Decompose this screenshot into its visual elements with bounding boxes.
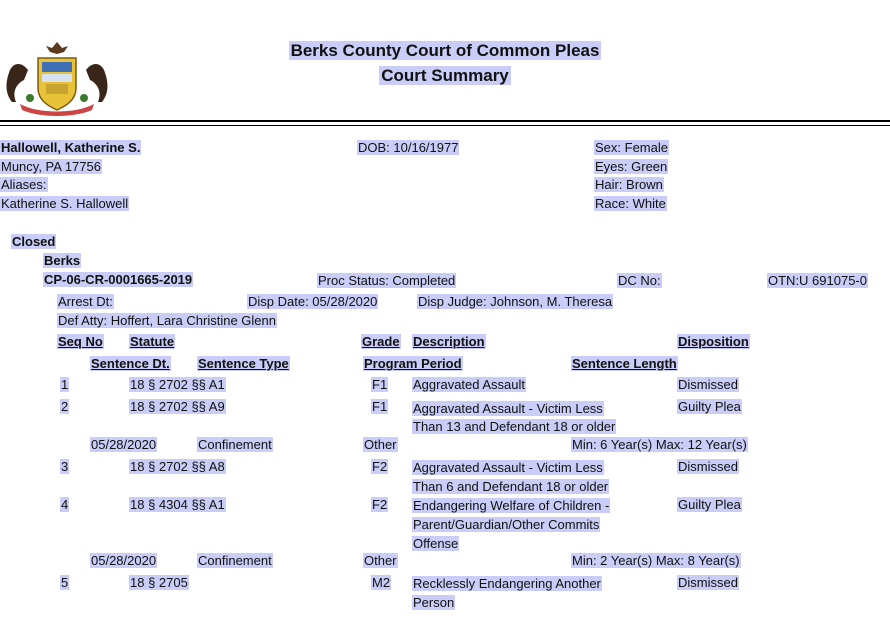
disposition: Dismissed <box>678 459 738 474</box>
document-title: Court Summary <box>381 66 509 85</box>
seq-no: 4 <box>61 497 69 512</box>
header-seq-no: Seq No <box>58 334 103 349</box>
seq-no: 3 <box>61 459 69 474</box>
program-period: Other <box>364 437 397 452</box>
header-sentence-type: Sentence Type <box>198 356 289 371</box>
sentence-length: Min: 6 Year(s) Max: 12 Year(s) <box>572 437 747 452</box>
dc-no: DC No: <box>618 273 661 288</box>
dob: DOB: 10/16/1977 <box>358 140 459 155</box>
header-sentence-dt: Sentence Dt. <box>91 356 170 371</box>
description-line-3: Offense <box>413 536 459 551</box>
sentence-type: Confinement <box>198 553 272 568</box>
grade: F1 <box>372 377 388 392</box>
description: Aggravated Assault - Victim Less <box>413 460 603 475</box>
sentence-type: Confinement <box>198 437 272 452</box>
sentence-date: 05/28/2020 <box>91 437 157 452</box>
description-line-2: Than 13 and Defendant 18 or older <box>413 419 616 434</box>
eyes: Eyes: Green <box>595 159 668 174</box>
case-status: Closed <box>12 234 56 249</box>
arrest-date: Arrest Dt: <box>58 294 113 309</box>
disp-date: Disp Date: 05/28/2020 <box>248 294 378 309</box>
header-divider <box>0 120 890 122</box>
disposition: Dismissed <box>678 575 738 590</box>
alias-value: Katherine S. Hallowell <box>1 196 129 211</box>
seq-no: 1 <box>61 377 69 392</box>
header-program-period: Program Period <box>364 356 462 371</box>
description-line-2: Parent/Guardian/Other Commits <box>413 517 600 532</box>
statute: 18 § 2702 §§ A1 <box>130 377 225 392</box>
grade: F1 <box>372 399 388 414</box>
statute: 18 § 2702 §§ A8 <box>130 459 225 474</box>
grade: M2 <box>372 575 391 590</box>
program-period: Other <box>364 553 397 568</box>
defendant-name: Hallowell, Katherine S. <box>1 140 141 155</box>
header-statute: Statute <box>130 334 175 349</box>
header-divider-thin <box>0 125 890 126</box>
header-grade: Grade <box>362 334 400 349</box>
statute: 18 § 2702 §§ A9 <box>130 399 225 414</box>
header-sentence-length: Sentence Length <box>572 356 677 371</box>
description: Aggravated Assault - Victim Less <box>413 401 603 416</box>
description-line-2: Than 6 and Defendant 18 or older <box>413 479 609 494</box>
grade: F2 <box>372 497 388 512</box>
header-description: Description <box>413 334 485 349</box>
hair: Hair: Brown <box>595 177 663 192</box>
statute: 18 § 4304 §§ A1 <box>130 497 225 512</box>
aliases-label: Aliases: <box>1 177 47 192</box>
sex: Sex: Female <box>595 140 668 155</box>
county: Berks <box>44 253 81 268</box>
disposition: Dismissed <box>678 377 738 392</box>
description: Aggravated Assault <box>413 377 526 392</box>
defendant-address: Muncy, PA 17756 <box>1 159 101 174</box>
race: Race: White <box>595 196 666 211</box>
docket-number: CP-06-CR-0001665-2019 <box>44 272 193 287</box>
grade: F2 <box>372 459 388 474</box>
sentence-date: 05/28/2020 <box>91 553 157 568</box>
seq-no: 5 <box>61 575 69 590</box>
description-line-2: Person <box>413 595 455 610</box>
statute: 18 § 2705 <box>130 575 188 590</box>
court-name: Berks County Court of Common Pleas <box>290 41 600 60</box>
description: Recklessly Endangering Another <box>413 576 601 591</box>
disposition: Guilty Plea <box>678 399 741 414</box>
proc-status: Proc Status: Completed <box>318 273 456 288</box>
seq-no: 2 <box>61 399 69 414</box>
header-disposition: Disposition <box>678 334 749 349</box>
otn: OTN:U 691075-0 <box>768 273 867 288</box>
disp-judge: Disp Judge: Johnson, M. Theresa <box>418 294 613 309</box>
description: Endangering Welfare of Children - <box>413 498 610 513</box>
disposition: Guilty Plea <box>678 497 741 512</box>
sentence-length: Min: 2 Year(s) Max: 8 Year(s) <box>572 553 740 568</box>
defense-attorney: Def Atty: Hoffert, Lara Christine Glenn <box>58 313 276 328</box>
